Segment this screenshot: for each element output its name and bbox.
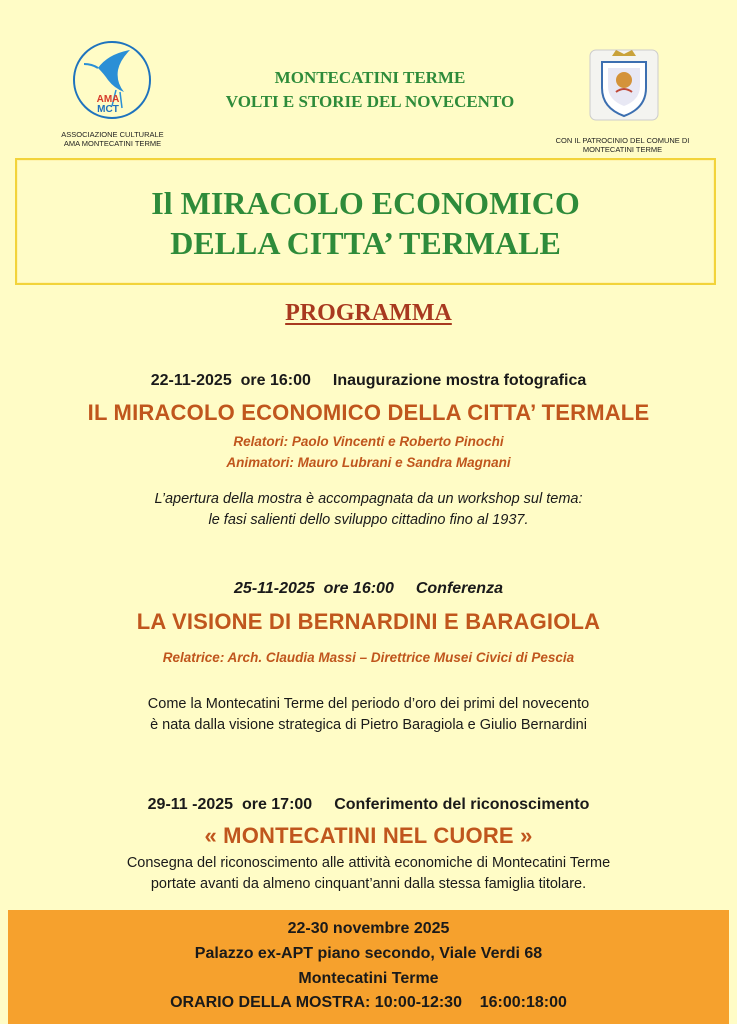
logo-text-ama: AMA xyxy=(96,94,120,105)
header-title-line2: VOLTI E STORIE DEL NOVECENTO xyxy=(225,92,515,111)
event-2-description xyxy=(0,694,737,736)
header-title xyxy=(180,66,560,114)
event-2-dateline xyxy=(0,580,737,598)
main-title-line1: Il MIRACOLO ECONOMICO xyxy=(151,185,580,221)
event-1-time: ore 16:00 xyxy=(240,372,311,389)
event-1-desc-line2: le fasi salienti dello sviluppo cittadino fino al 1937. xyxy=(208,512,529,528)
association-name xyxy=(40,130,185,148)
patrocinio-line1: CON IL PATROCINIO DEL COMUNE DI xyxy=(555,136,690,145)
association-line2: AMA MONTECATINI TERME xyxy=(63,139,162,148)
event-2-desc-line1: Come la Montecatini Terme del periodo d’oro dei primi del novecento xyxy=(147,696,590,712)
patrocinio-line2: MONTECATINI TERME xyxy=(582,145,663,154)
event-3-desc-line1: Consegna del riconoscimento alle attività economiche di Montecatini Terme xyxy=(126,855,611,871)
event-1-animatori: Animatori: Mauro Lubrani e Sandra Magnani xyxy=(226,455,511,470)
footer-hours: ORARIO DELLA MOSTRA: 10:00-12:30 16:00:18:00 xyxy=(170,994,567,1011)
ama-mct-logo xyxy=(68,40,156,120)
event-2-speakers: Relatrice: Arch. Claudia Massi – Direttrice Musei Civici di Pescia xyxy=(162,650,575,665)
event-1-dateline xyxy=(0,372,737,390)
event-3-desc-line2: portate avanti da almeno cinquant’anni dalla stessa famiglia titolare. xyxy=(150,876,587,892)
main-title-line2: DELLA CITTA’ TERMALE xyxy=(170,225,561,261)
event-3-title: « MONTECATINI NEL CUORE » xyxy=(204,823,533,848)
footer-city: Montecatini Terme xyxy=(298,970,439,987)
comune-crest-icon xyxy=(588,46,660,122)
patrocinio-text xyxy=(540,136,705,154)
event-1-desc-line1: L’apertura della mostra è accompagnata da un workshop sul tema: xyxy=(154,491,583,507)
event-3-time: ore 17:00 xyxy=(241,796,313,813)
header-title-line1: MONTECATINI TERME xyxy=(274,68,466,87)
programma-heading: PROGRAMMA xyxy=(285,300,452,326)
event-2-time: ore 16:00 xyxy=(323,580,394,597)
event-1-description xyxy=(0,489,737,531)
event-2-title: LA VISIONE DI BERNARDINI E BARAGIOLA xyxy=(136,609,601,634)
event-3-type: Conferimento del riconoscimento xyxy=(334,796,590,813)
logo-text-mct: MCT xyxy=(97,104,119,115)
event-2-type: Conferenza xyxy=(415,580,503,597)
event-1-relatori: Relatori: Paolo Vincenti e Roberto Pinochi xyxy=(233,434,504,449)
footer-venue: Palazzo ex-APT piano secondo, Viale Verdi 68 xyxy=(194,945,543,962)
footer-dates: 22-30 novembre 2025 xyxy=(287,920,450,937)
event-3-date: 29-11 -2025 xyxy=(147,796,234,813)
association-line1: ASSOCIAZIONE CULTURALE xyxy=(61,130,164,139)
main-title xyxy=(15,183,716,263)
event-2-date: 25-11-2025 xyxy=(234,580,315,597)
event-3-dateline xyxy=(0,796,737,814)
event-1-title: IL MIRACOLO ECONOMICO DELLA CITTA’ TERMALE xyxy=(87,400,650,425)
event-1-speakers xyxy=(0,431,737,473)
event-1-date: 22-11-2025 xyxy=(150,372,232,389)
event-1-type: Inaugurazione mostra fotografica xyxy=(332,372,587,389)
event-2-desc-line2: è nata dalla visione strategica di Pietro Baragiola e Giulio Bernardini xyxy=(150,717,587,733)
event-3-description xyxy=(0,853,737,895)
